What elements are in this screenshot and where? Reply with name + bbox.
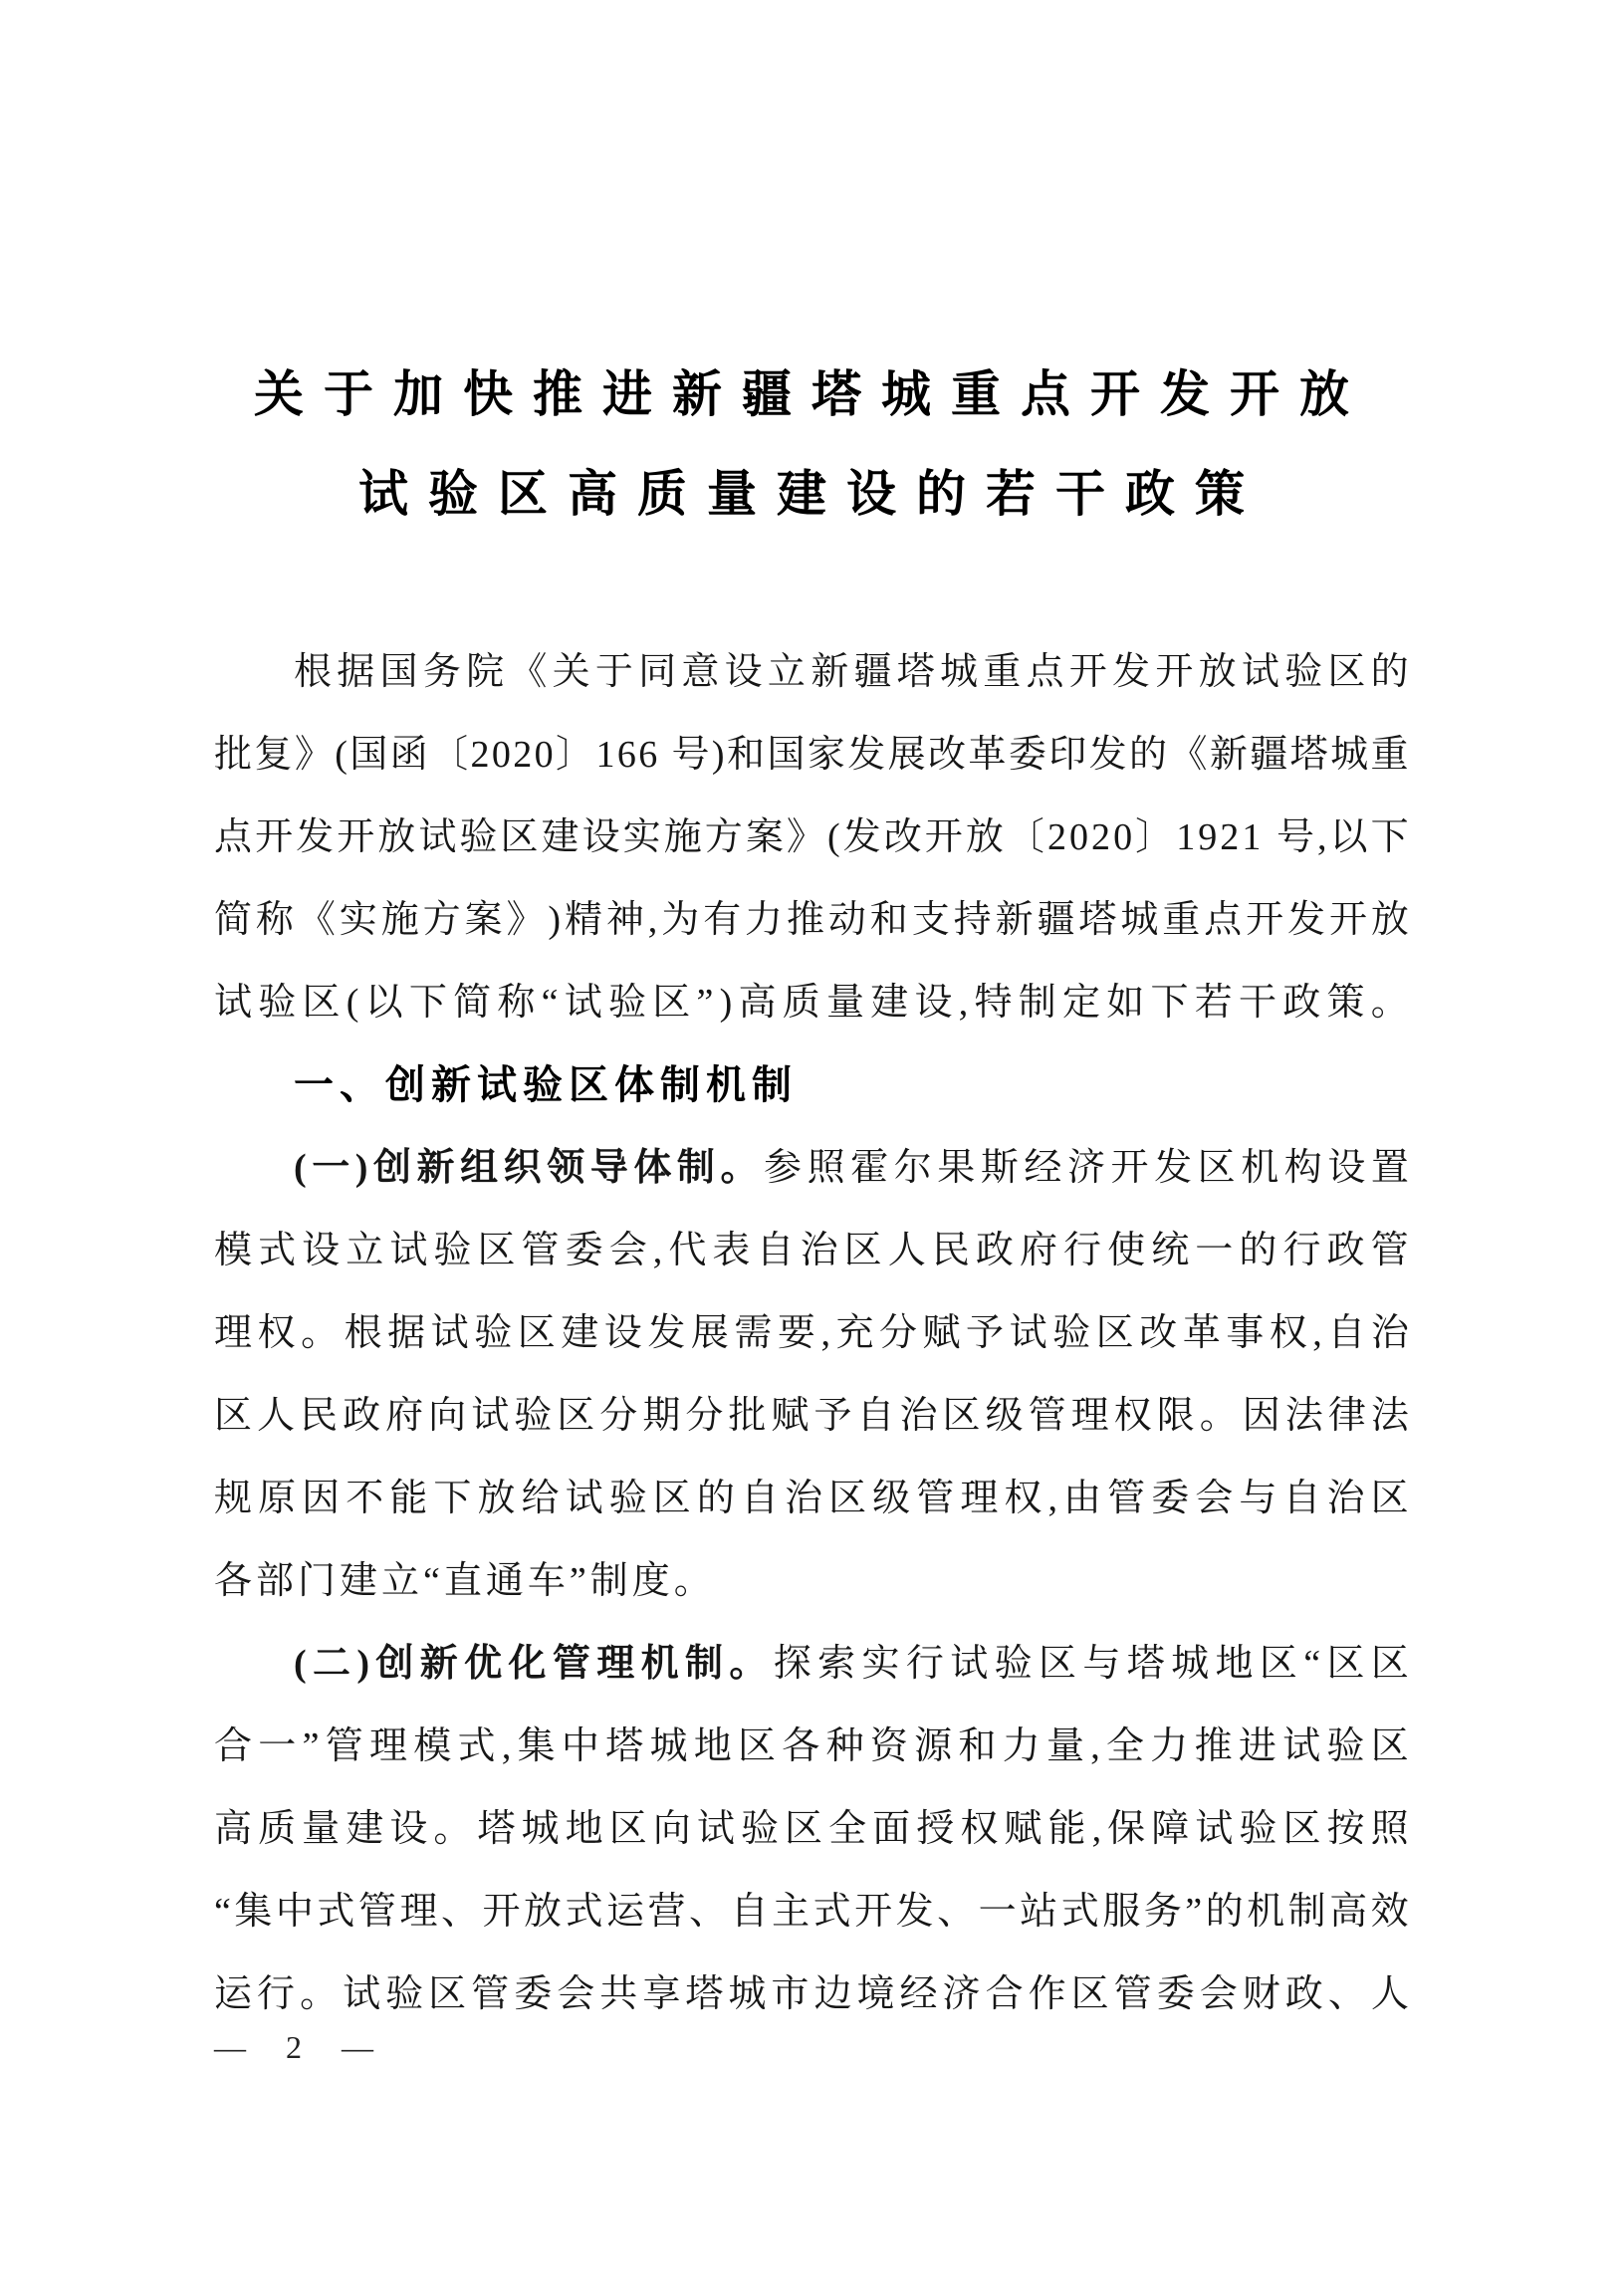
text-line: 运 行 。 试 验 区 管 委 会 共 享 塔 城 市 边 境 经 济 合 作 区 管 委 会 财 政 、 人 (214, 1973, 1409, 2015)
text-line: 试 验 区 ( 以 下 简 称 “ 试 验 区 ” ) 高 质 量 建 设 , 特 制 定 如 下 若 干 政 策 。 (214, 982, 1409, 1024)
text-line: 根 据 国 务 院 《 关 于 同 意 设 立 新 疆 塔 城 重 点 开 发 开 放 试 验 区 的 (294, 651, 1409, 693)
text-line: 点 开 发 开 放 试 验 区 建 设 实 施 方 案 》 ( 发 改 开 放 〔 2 0 2 0 〕 1 9 2 1 号 , 以 下 (214, 816, 1409, 858)
text-line: 合 一 ” 管 理 模 式 , 集 中 塔 城 地 区 各 种 资 源 和 力 量 , 全 力 推 进 试 验 区 (214, 1725, 1409, 1767)
page-title-line-1: 关于加快推进新疆塔城重点开发开放 (254, 366, 1369, 422)
page-number: — 2 — (214, 2029, 381, 2065)
text-line: 各部门建立“直通车”制度。 (214, 1560, 716, 1602)
document-title (0, 344, 1623, 544)
text-line: 高 质 量 建 设 。 塔 城 地 区 向 试 验 区 全 面 授 权 赋 能 , 保 障 试 验 区 按 照 (214, 1808, 1409, 1850)
text-line: 模 式 设 立 试 验 区 管 委 会 , 代 表 自 治 区 人 民 政 府 行 使 统 一 的 行 政 管 (214, 1230, 1409, 1271)
text-line: 理 权 。 根 据 试 验 区 建 设 发 展 需 要 , 充 分 赋 予 试 验 区 改 革 事 权 , 自 治 (214, 1312, 1409, 1354)
page-title-line-2: 试验区高质量建设的若干政策 (358, 466, 1265, 522)
text-line: “ 集 中 式 管 理 、 开 放 式 运 营 、 自 主 式 开 发 、 一 站 式 服 务 ” 的 机 制 高 效 (214, 1891, 1409, 1933)
text-line: 区 人 民 政 府 向 试 验 区 分 期 分 批 赋 予 自 治 区 级 管 理 权 限 。 因 法 律 法 (214, 1395, 1409, 1437)
text-line: 批 复 》 ( 国 函 〔 2 0 2 0 〕 1 6 6 号 ) 和 国 家 发 展 改 革 委 印 发 的 《 新 疆 塔 城 重 (214, 734, 1409, 776)
text-line: ( 二 ) 创 新 优 化 管 理 机 制 。 探 索 实 行 试 验 区 与 塔 城 地 区 “ 区 区 (294, 1643, 1409, 1685)
text-line: 简 称 《 实 施 方 案 》 ) 精 神 , 为 有 力 推 动 和 支 持 新 疆 塔 城 重 点 开 发 开 放 (214, 899, 1409, 941)
section-heading: 一、创新试验区体制机制 (294, 1063, 798, 1107)
text-line: ( 一 ) 创 新 组 织 领 导 体 制 。 参 照 霍 尔 果 斯 经 济 开 发 区 机 构 设 置 (294, 1147, 1409, 1189)
document-lines (214, 631, 1409, 2036)
text-line: 规 原 因 不 能 下 放 给 试 验 区 的 自 治 区 级 管 理 权 , 由 管 委 会 与 自 治 区 (214, 1478, 1409, 1519)
